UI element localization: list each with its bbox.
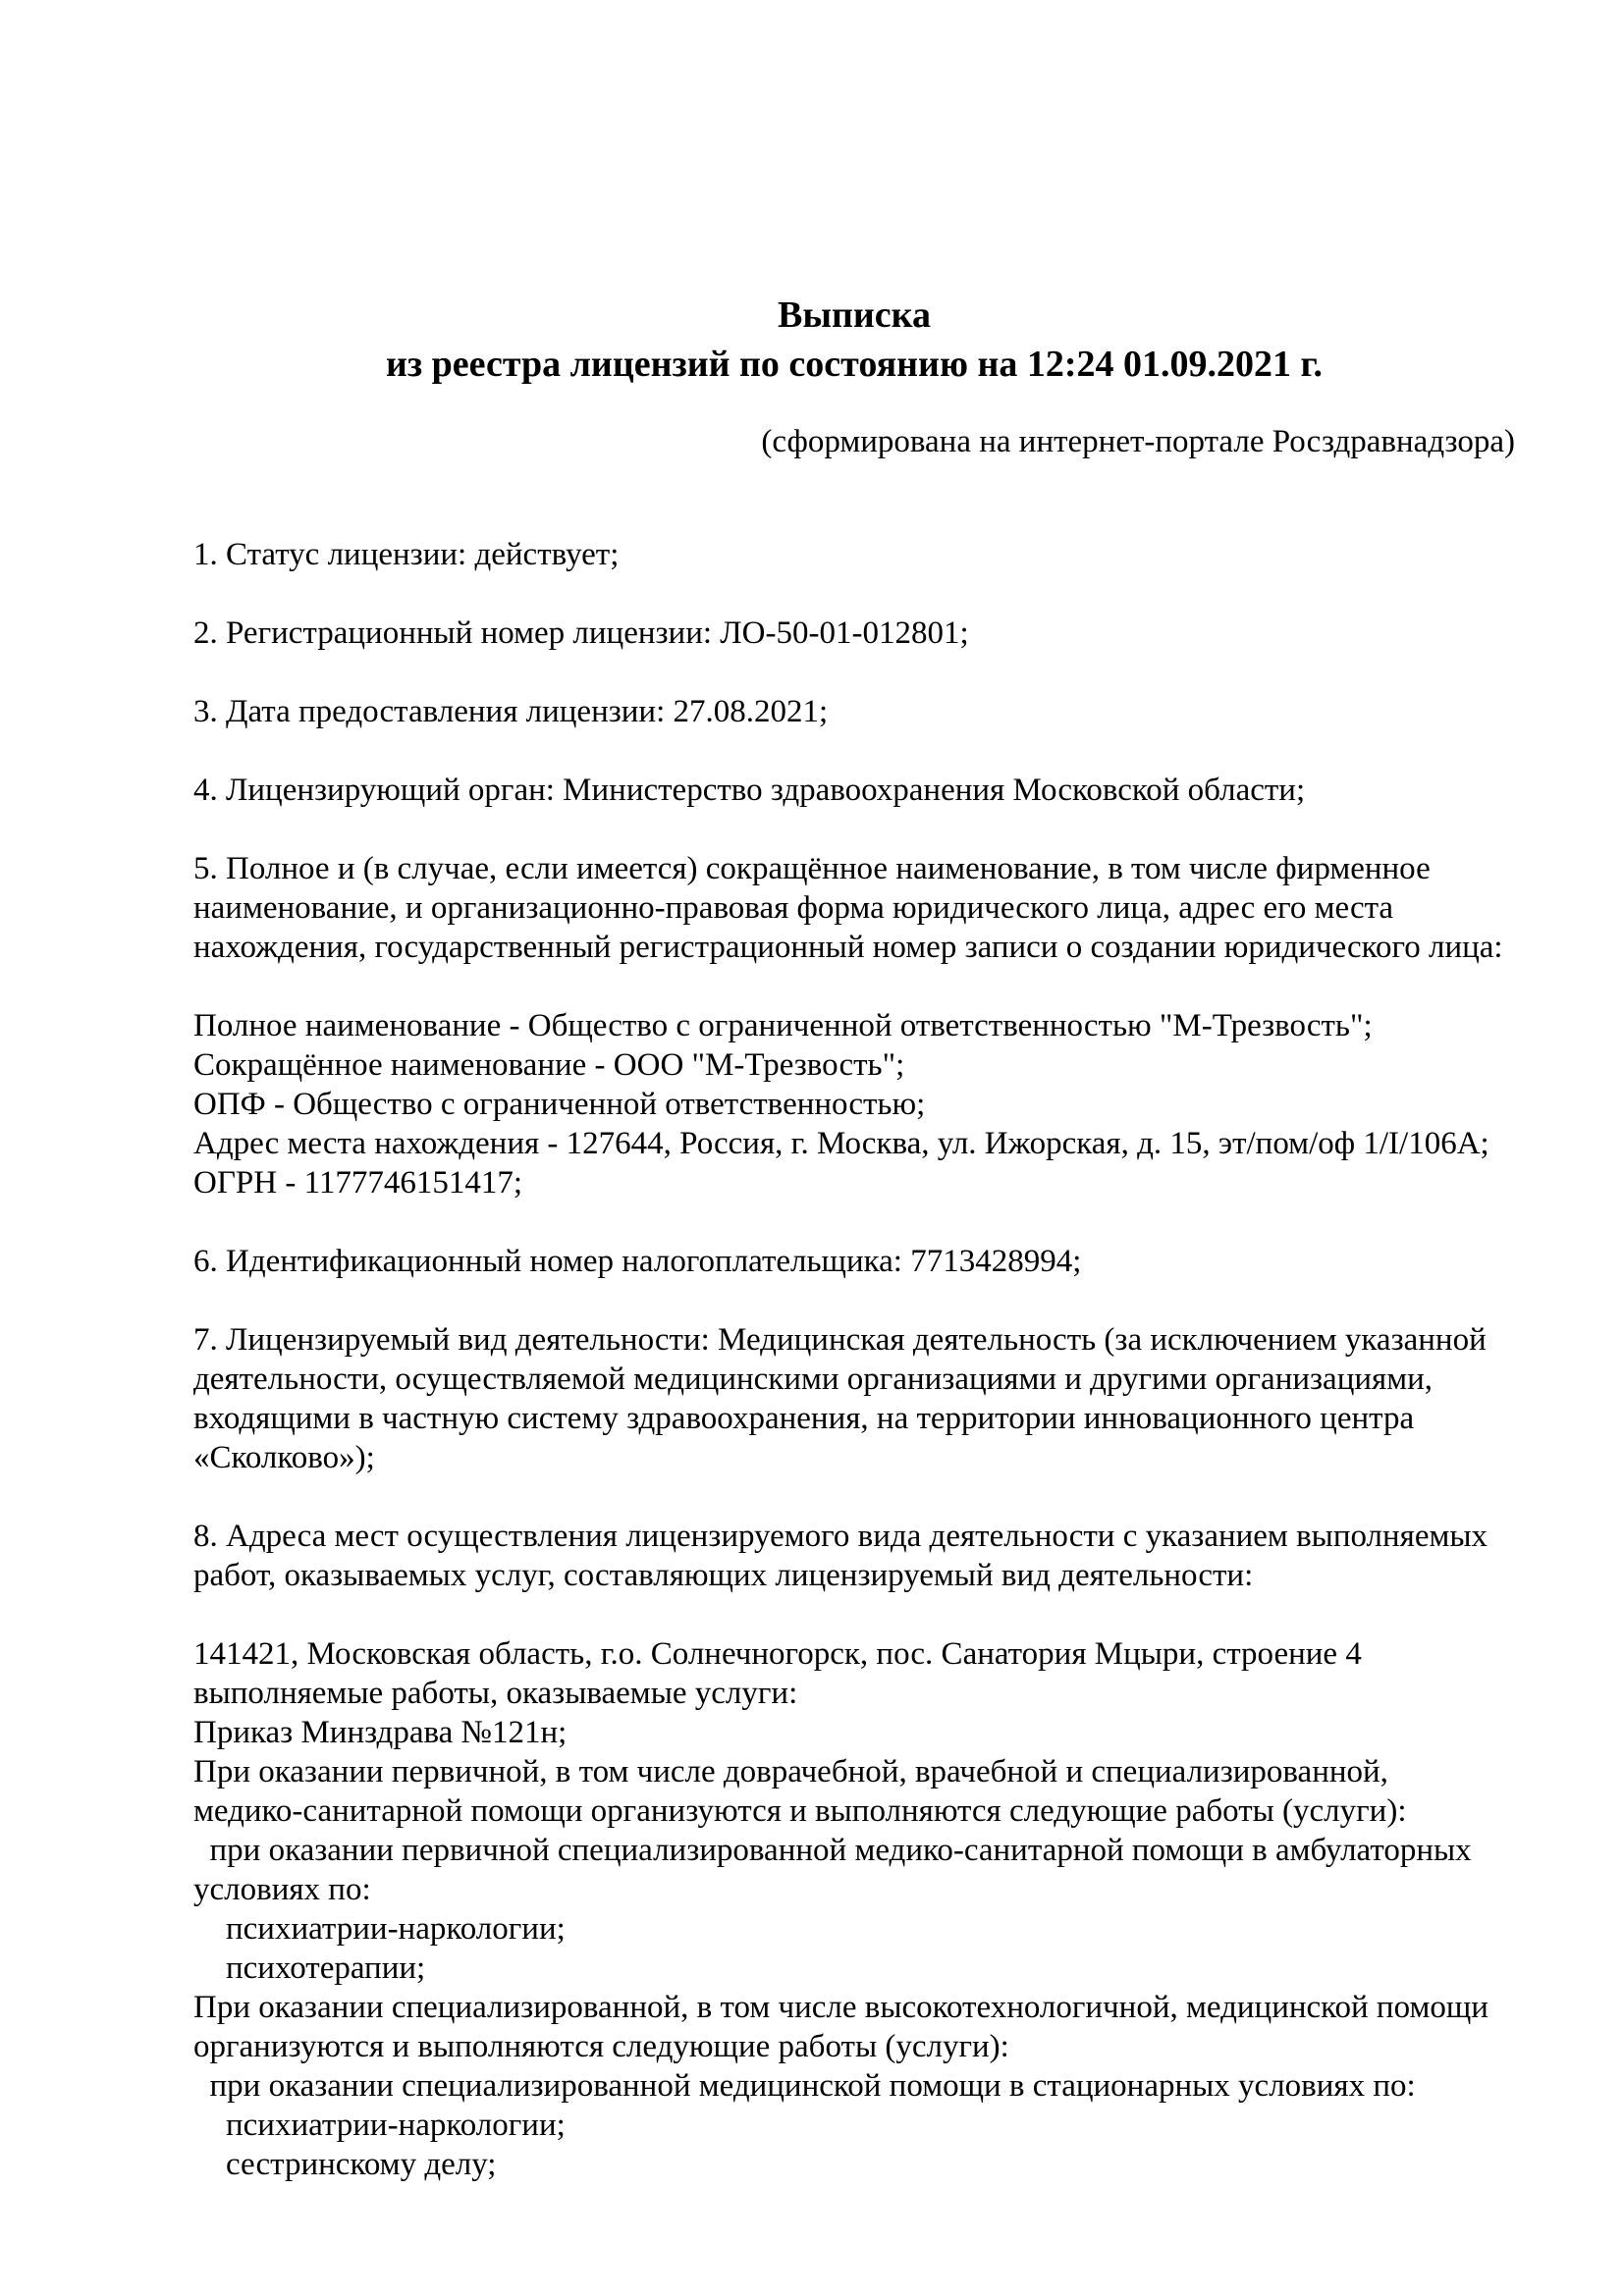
document-body <box>193 535 1515 2184</box>
text-line: психиатрии-наркологии; <box>193 2108 566 2143</box>
text-line: психиатрии-наркологии; <box>193 1911 566 1947</box>
text-line: наименование, и организационно-правовая форма юридического лица, адрес его места <box>193 890 1394 926</box>
org-details <box>193 1006 1515 1202</box>
text-line: 2. Регистрационный номер лицензии: ЛО-50-01-012801; <box>193 615 969 651</box>
text-line: сестринскому делу; <box>193 2147 497 2182</box>
org-short-name: Сокращённое наименование - ООО "М-Трезвость"; <box>193 1047 905 1083</box>
license-reg-number <box>193 614 1515 653</box>
text-line: 8. Адреса мест осуществления лицензируемого вида деятельности с указанием выполняемых <box>193 1519 1488 1554</box>
org-full-name: Полное наименование - Общество с ограниченной ответственностью "М-Трезвость"; <box>193 1008 1373 1043</box>
text-line: При оказании первичной, в том числе доврачебной, врачебной и специализированной, <box>193 1754 1388 1789</box>
text-line: 1. Статус лицензии: действует; <box>193 537 620 572</box>
org-names-heading <box>193 849 1515 967</box>
document-subtitle: (сформирована на интернет-портале Росздравнадзора) <box>761 424 1515 459</box>
text-line: При оказании специализированной, в том числе высокотехнологичной, медицинской помощи <box>193 1990 1488 2025</box>
text-line: входящими в частную систему здравоохранения, на территории инновационного центра <box>193 1401 1415 1436</box>
activity-address-details <box>193 1634 1515 2184</box>
taxpayer-inn <box>193 1242 1515 1281</box>
text-line: психотерапии; <box>193 1950 426 1986</box>
text-line: нахождения, государственный регистрационный номер записи о создании юридического лица: <box>193 930 1503 965</box>
title-line-1: Выписка <box>778 294 931 336</box>
licensing-authority <box>193 771 1515 810</box>
text-line: 7. Лицензируемый вид деятельности: Медицинская деятельность (за исключением указанной <box>193 1322 1487 1358</box>
text-line: при оказании первичной специализированной медико-санитарной помощи в амбулаторных <box>193 1833 1472 1868</box>
text-line: работ, оказываемых услуг, составляющих лицензируемый вид деятельности: <box>193 1558 1254 1593</box>
text-line: при оказании специализированной медицинской помощи в стационарных условиях по: <box>193 2068 1416 2104</box>
license-status <box>193 535 1515 574</box>
text-line: «Сколково»); <box>193 1440 375 1475</box>
text-line: медико-санитарной помощи организуются и выполняются следующие работы (услуги): <box>193 1793 1407 1829</box>
text-line: 4. Лицензирующий орган: Министерство здравоохранения Московской области; <box>193 773 1306 808</box>
text-line: организуются и выполняются следующие работы (услуги): <box>193 2029 1009 2064</box>
title-line-2: из реестра лицензий по состоянию на 12:24 01.09.2021 г. <box>385 344 1324 385</box>
works-label: выполняемые работы, оказываемые услуги: <box>193 1676 798 1711</box>
document-title <box>193 291 1515 389</box>
org-legal-form: ОПФ - Общество с ограниченной ответственностью; <box>193 1087 926 1122</box>
text-line: условиях по: <box>193 1872 371 1907</box>
org-ogrn: ОГРН - 1177746151417; <box>193 1165 523 1201</box>
text-line: 6. Идентификационный номер налогоплательщика: 7713428994; <box>193 1244 1082 1279</box>
license-grant-date <box>193 692 1515 731</box>
ministry-order: Приказ Минздрава №121н; <box>193 1715 568 1750</box>
org-address: Адрес места нахождения - 127644, Россия, г. Москва, ул. Ижорская, д. 15, эт/пом/оф 1/I/106А; <box>193 1126 1489 1161</box>
text-line: 3. Дата предоставления лицензии: 27.08.2021; <box>193 694 829 729</box>
text-line: деятельности, осуществляемой медицинскими организациями и другими организациями, <box>193 1362 1433 1397</box>
activity-addresses-heading <box>193 1517 1515 1595</box>
site-address: 141421, Московская область, г.о. Солнечногорск, пос. Санатория Мцыри, строение 4 <box>193 1636 1362 1672</box>
text-line: 5. Полное и (в случае, если имеется) сокращённое наименование, в том числе фирменное <box>193 851 1431 886</box>
licensed-activity <box>193 1320 1515 1477</box>
